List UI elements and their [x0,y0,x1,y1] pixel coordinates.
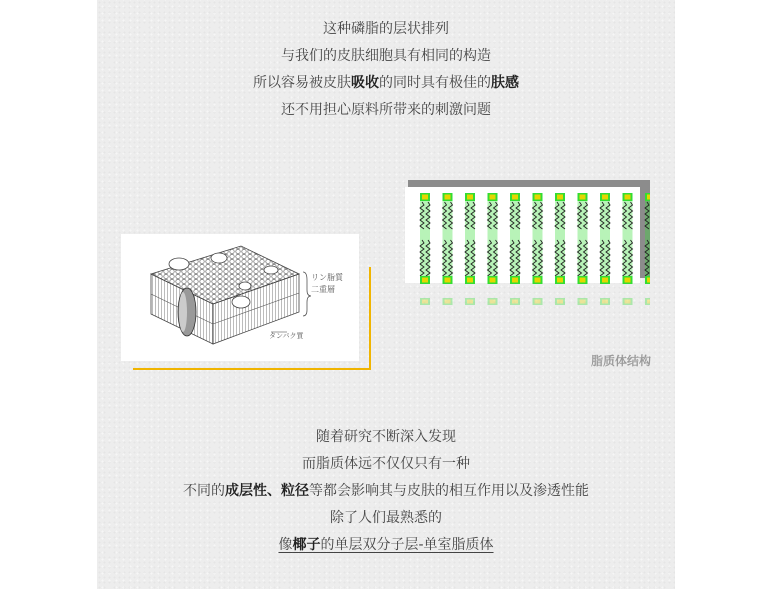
intro-line-3 [97,70,675,97]
outro-line-1: 随着研究不断深入发现 [316,429,456,445]
cell-membrane-illustration [121,234,359,361]
intro-paragraph [97,16,675,124]
figure-caption: 脂质体结构 [590,354,651,368]
lipid-column [555,193,565,284]
lipid-reflection-head [445,300,451,304]
lipid-reflection-head [535,300,541,304]
lipid-reflection-head [647,300,650,304]
outro-line-5 [97,532,675,559]
lipid-column [488,193,498,284]
intro-line-2: 与我们的皮肤细胞具有相同的构造 [281,48,491,64]
lipid-reflection-head [625,300,631,304]
outro-line-4: 除了人们最熟悉的 [330,510,442,526]
label-lipid: リン脂質 [311,273,343,282]
outro-line-3 [97,478,675,505]
lipid-reflection-head [422,300,428,304]
bold-layering: 成层性 [225,483,267,499]
bold-absorb: 吸收 [351,75,379,91]
outro-text: 等都会影响其与皮肤的相互作用以及渗透性能 [309,483,589,499]
lipid-column [600,193,610,284]
lipid-reflection-head [512,300,518,304]
content-panel [97,0,675,589]
lipid-reflection-head [580,300,586,304]
lipid-column [533,193,543,284]
label-protein: タンパク質 [269,332,304,340]
outro-text: 像 [278,537,293,553]
bold-particle-size: 粒径 [281,483,309,499]
lipid-reflection-head [467,300,473,304]
outro-text: 的单层双分子层-单室脂质体 [320,537,494,553]
lipid-reflection-head [490,300,496,304]
liposome-structure-illustration [405,180,650,310]
bold-separator: 、 [267,483,281,499]
outro-paragraph [97,424,675,559]
lipid-reflection-head [602,300,608,304]
lipid-column [510,193,520,284]
bold-skin-feel: 肤感 [491,75,519,91]
bilayer-reflection [420,298,650,305]
intro-line-1: 这种磷脂的层状排列 [323,21,449,37]
lipid-column [645,193,650,284]
outro-text: 不同的 [183,483,225,499]
lipid-column [623,193,633,284]
label-bilayer: 二重層 [311,285,335,294]
intro-text: 的同时具有极佳的 [379,75,491,91]
outro-line-2: 而脂质体远不仅仅只有一种 [302,456,470,472]
intro-line-4: 还不用担心原料所带来的刺激问题 [281,102,491,118]
lipid-column [420,193,430,284]
lipid-column [578,193,588,284]
membrane-drawing [121,234,359,361]
lipid-column [465,193,475,284]
lipid-reflection-head [557,300,563,304]
lipid-column [443,193,453,284]
bilayer-drawing [405,180,650,310]
bold-coconut: 椰子 [292,537,321,553]
intro-text: 所以容易被皮肤 [253,75,351,91]
